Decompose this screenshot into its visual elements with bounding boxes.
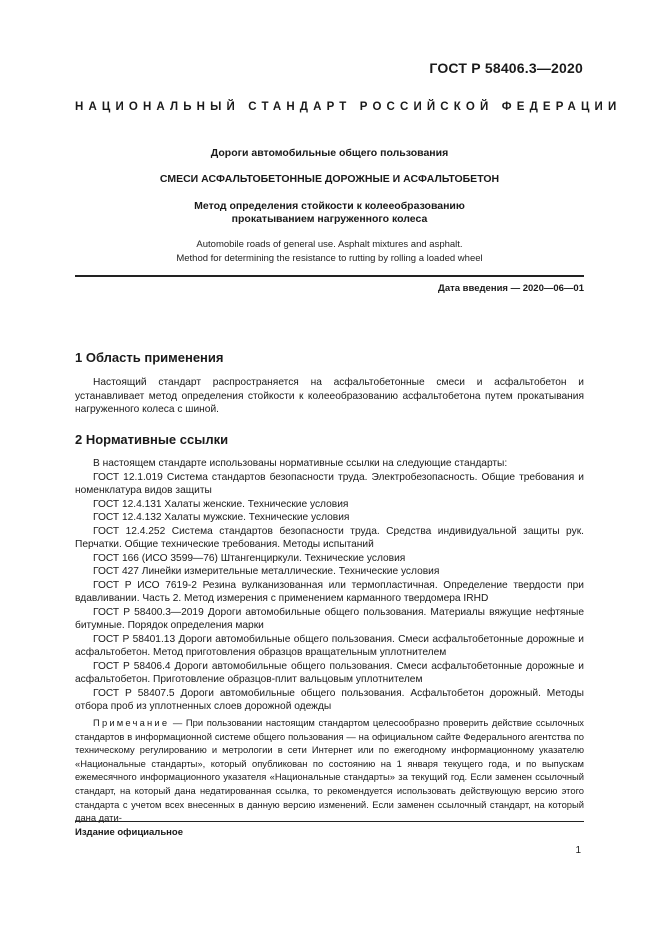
reference-item: ГОСТ Р 58401.13 Дороги автомобильные общего пользования. Смеси асфальтобетонные дорожные и асфальтобетон. Метод приготовления образцов вращательным уплотнителем <box>75 633 584 658</box>
title-method-line1: Метод определения стойкости к колееобразованию <box>194 200 465 212</box>
standard-code: ГОСТ Р 58406.3—2020 <box>429 60 583 76</box>
title-road-class: Дороги автомобильные общего пользования <box>210 147 449 159</box>
reference-item: ГОСТ Р 58400.3—2019 Дороги автомобильные общего пользования. Материалы вяжущие нефтяные битумные. Порядок определения марки <box>75 606 584 631</box>
header-divider <box>75 275 584 277</box>
section-1-heading: 1 Область применения <box>75 350 224 365</box>
footer-divider <box>75 821 584 822</box>
reference-item: ГОСТ 12.4.252 Система стандартов безопасности труда. Средства индивидуальной защиты рук. Перчатки. Общие технические требования. Методы испытаний <box>75 525 584 550</box>
title-english <box>75 238 584 266</box>
title-method-line2: прокатыванием нагруженного колеса <box>231 213 428 225</box>
reference-item: ГОСТ 427 Линейки измерительные металлические. Технические условия <box>93 566 440 577</box>
title-main: СМЕСИ АСФАЛЬТОБЕТОННЫЕ ДОРОЖНЫЕ И АСФАЛЬТОБЕТОН <box>159 173 500 185</box>
reference-item: ГОСТ 12.4.131 Халаты женские. Технические условия <box>93 498 349 510</box>
reference-item: ГОСТ 12.4.132 Халаты мужские. Технические условия <box>93 512 350 523</box>
title-method <box>75 200 584 226</box>
reference-item: ГОСТ Р 58406.4 Дороги автомобильные общего пользования. Смеси асфальтобетонные дорожные и асфальтобетон. Приготовление образцов-плит вальцовым уплотнителем <box>75 660 584 685</box>
reference-item: ГОСТ 12.1.019 Система стандартов безопасности труда. Электробезопасность. Общие требования и номенклатура видов защиты <box>75 471 584 496</box>
title-english-line2: Method for determining the resistance to rutting by rolling a loaded wheel <box>176 253 483 264</box>
section-2-heading: 2 Нормативные ссылки <box>75 432 229 447</box>
section-1-paragraph <box>75 376 584 417</box>
reference-item: ГОСТ 166 (ИСО 3599—76) Штангенциркули. Технические условия <box>93 552 406 564</box>
reference-item: ГОСТ Р 58407.5 Дороги автомобильные общего пользования. Асфальтобетон дорожный. Методы отбора проб из уплотненных слоев дорожной одежды <box>75 687 584 712</box>
reference-item: ГОСТ Р ИСО 7619-2 Резина вулканизованная или термопластичная. Определение твердости при вдавливании. Часть 2. Метод измерения с применением карманного твердомера IRHD <box>75 579 584 604</box>
title-english-line1: Automobile roads of general use. Asphalt mixtures and asphalt. <box>196 239 463 250</box>
references-list <box>75 457 584 714</box>
note-label: Примечание <box>93 717 170 728</box>
note-block <box>75 716 584 825</box>
national-standard-banner: НАЦИОНАЛЬНЫЙ СТАНДАРТ РОССИЙСКОЙ ФЕДЕРАЦИИ <box>75 101 622 113</box>
section-1-paragraph-text: Настоящий стандарт распространяется на асфальтобетонные смеси и асфальтобетон и устанавливает метод определения стойкости к колееобразованию асфальтобетона путем прокатывания нагруженного колеса с шиной. <box>75 377 584 415</box>
official-edition-label: Издание официальное <box>75 827 183 838</box>
note-text: — При пользовании настоящим стандартом целесообразно проверить действие ссылочных стандартов в информационной системе общего пользования — на официальном сайте Федерального агентства по техническому регулированию и метрологии в сети Интернет или по ежегодному информационному указателю «Национальные стандарты», который опубликован по состоянию на 1 января текущего года, и по выпускам ежемесячного информационного указателя «Национальные стандарты» за текущий год. Если заменен ссылочный стандарт, на который дана недатированная ссылка, то рекомендуется использовать действующую версию этого стандарта с учетом всех внесенных в данную версию изменений. Если заменен ссылочный стандарт, на который дана дати- <box>75 717 584 824</box>
introduction-date: Дата введения — 2020—06—01 <box>438 283 584 294</box>
references-intro: В настоящем стандарте использованы нормативные ссылки на следующие стандарты: <box>93 458 508 469</box>
section-1-text <box>75 376 584 417</box>
note-paragraph <box>75 716 584 825</box>
page-number: 1 <box>575 845 581 856</box>
